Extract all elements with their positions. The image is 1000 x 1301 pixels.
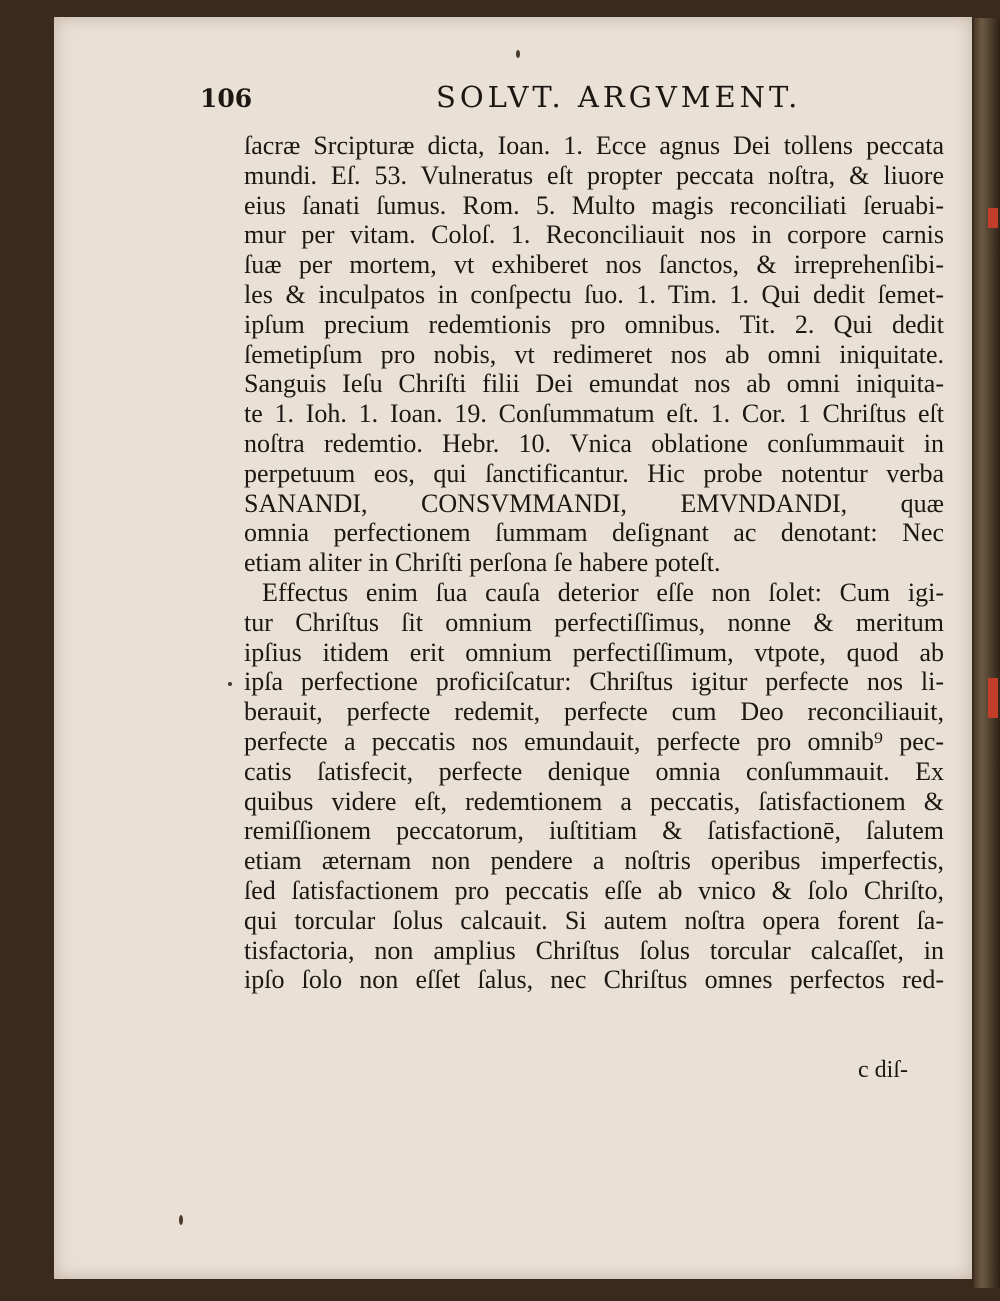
text-line: ſed ſatisfactionem pro peccatis eſſe ab vnico & ſolo Chriſto, [244,875,944,905]
text-line: te 1. Ioh. 1. Ioan. 19. Conſummatum eſt. 1. Cor. 1 Chriſtus eſt [244,399,944,429]
text-line: perfecte a peccatis nos emundauit, perfecte pro omnib⁹ pec- [244,726,944,756]
text-line: Sanguis Ieſu Chriſti filii Dei emundat nos ab omni iniquita- [244,369,944,399]
page-edge-mark [988,208,998,228]
ink-speck [179,1215,183,1225]
text-line: SANANDI, CONSVMMANDI, EMVNDANDI, quæ [244,488,944,518]
body-text [244,131,944,995]
page-edge-mark [988,678,998,718]
text-line: tisfactoria, non amplius Chriſtus ſolus torcular calcaſſet, in [244,935,944,965]
text-line: ipſo ſolo non eſſet ſalus, nec Chriſtus omnes perfectos red- [244,965,944,995]
text-line: ipſius itidem erit omnium perfectiſſimum, vtpote, quod ab [244,637,944,667]
text-line: noſtra redemtio. Hebr. 10. Vnica oblatione conſummauit in [244,428,944,458]
running-head: SOLVT. ARGVMENT. [436,80,802,114]
text-line: ſuæ per mortem, vt exhiberet nos ſanctos, & irreprehenſibi- [244,250,944,280]
text-line: etiam æternam non pendere a noſtris operibus imperfectis, [244,846,944,876]
text-line: mur per vitam. Coloſ. 1. Reconciliauit nos in corpore carnis [244,220,944,250]
text-line: berauit, perfecte redemit, perfecte cum Deo reconciliauit, [244,697,944,727]
text-line: ſemetipſum pro nobis, vt redimeret nos ab omni iniquitate. [244,339,944,369]
page-header [200,80,830,120]
ink-speck [516,50,520,58]
text-line: etiam aliter in Chriſti perſona ſe habere poteſt. [244,548,721,578]
adjacent-page-edge [974,18,1000,1288]
text-line: ipſa perfectione proficiſcatur: Chriſtus igitur perfecte nos li- [244,667,944,697]
ink-speck [228,682,232,686]
text-line: mundi. Eſ. 53. Vulneratus eſt propter peccata noſtra, & liuore [244,160,944,190]
text-line: Effectus enim ſua cauſa deterior eſſe non ſolet: Cum igi- [262,577,944,607]
text-line: les & inculpatos in conſpectu ſuo. 1. Tim. 1. Qui dedit ſemet- [244,279,944,309]
text-line: qui torcular ſolus calcauit. Si autem noſtra opera forent ſa- [244,905,944,935]
text-line: ſacræ Srcipturæ dicta, Ioan. 1. Ecce agnus Dei tollens peccata [244,131,944,160]
text-line: catis ſatisfecit, perfecte denique omnia conſummauit. Ex [244,756,944,786]
text-line: ipſum precium redemtionis pro omnibus. Tit. 2. Qui dedit [244,309,944,339]
text-line: perpetuum eos, qui ſanctificantur. Hic probe notentur verba [244,458,944,488]
text-line: eius ſanati ſumus. Rom. 5. Multo magis reconciliati ſeruabi- [244,190,944,220]
text-line: remiſſionem peccatorum, iuſtitiam & ſatisfactionē, ſalutem [244,816,944,846]
catchword: c diſ- [858,1057,908,1083]
page-number: 106 [200,84,253,113]
text-line: quibus videre eſt, redemtionem a peccatis, ſatisfactionem & [244,786,944,816]
text-line: omnia perfectionem ſummam deſignant ac denotant: Nec [244,518,944,548]
text-line: tur Chriſtus ſit omnium perfectiſſimus, nonne & meritum [244,607,944,637]
